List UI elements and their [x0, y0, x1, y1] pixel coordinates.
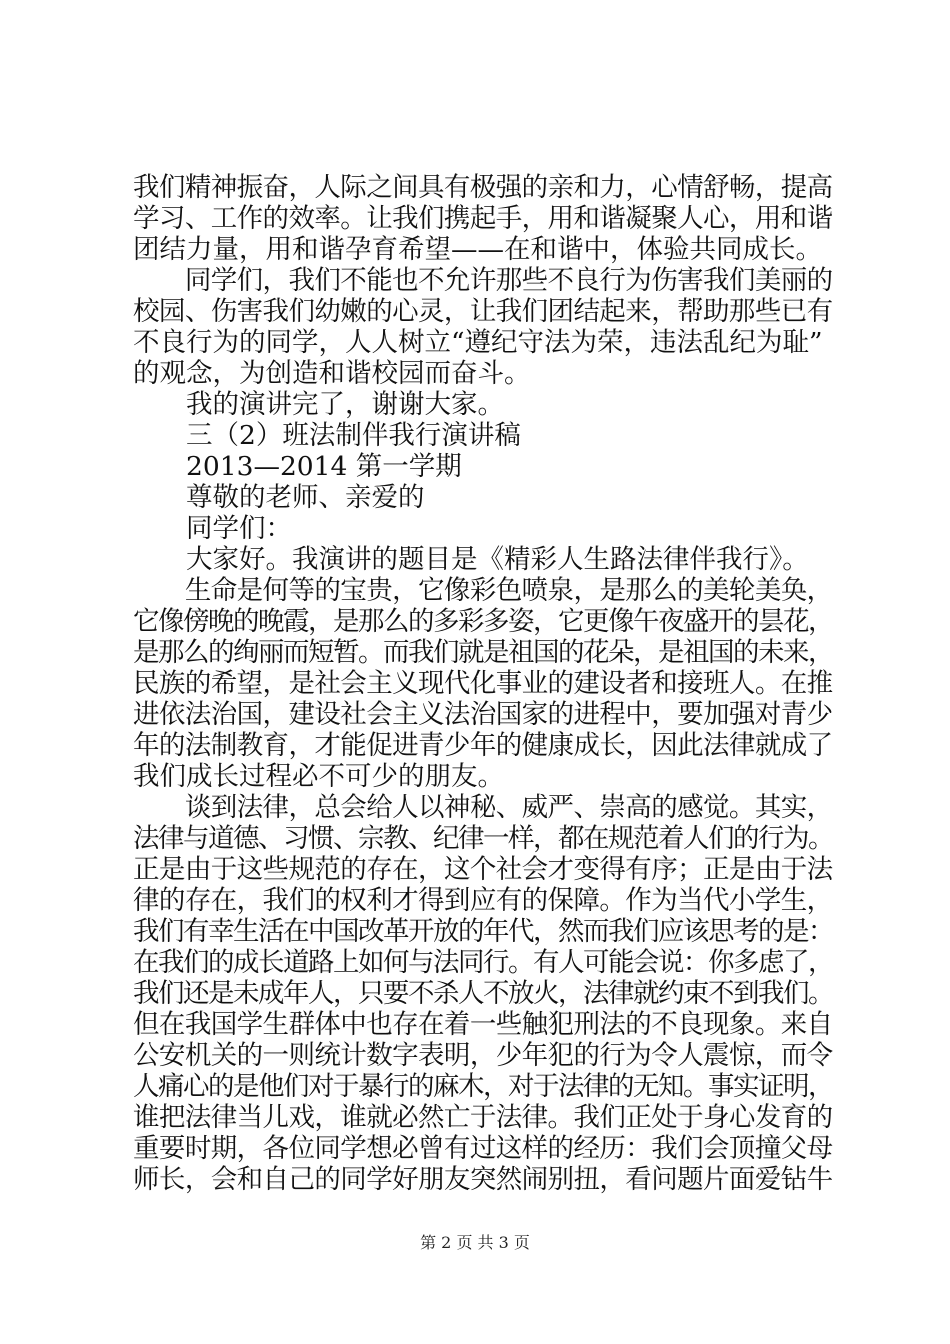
- text-line: 尊敬的老师、亲爱的: [133, 482, 425, 513]
- text-line: 大家好。我演讲的题目是《精彩人生路法律伴我行》。: [133, 544, 809, 575]
- text-line: 同学们：: [133, 513, 292, 544]
- page-footer: 第 2 页 共 3 页: [420, 1233, 530, 1252]
- text-line: 的观念，为创造和谐校园而奋斗。: [133, 358, 531, 389]
- text-line: 师长，会和自己的同学好朋友突然闹别扭，看问题片面爱钻牛: [133, 1164, 833, 1195]
- text-line: 人痛心的是他们对于暴行的麻木，对于法律的无知。事实证明，: [133, 1071, 833, 1102]
- text-line: 公安机关的一则统计数字表明，少年犯的行为令人震惊，而令: [133, 1040, 833, 1071]
- text-line: 我们成长过程必不可少的朋友。: [133, 761, 504, 792]
- body-text: [133, 172, 833, 1195]
- text-line: 三（2）班法制伴我行演讲稿: [133, 420, 521, 451]
- text-line: 校园、伤害我们幼嫩的心灵，让我们团结起来，帮助那些已有: [133, 296, 833, 327]
- text-line: 我们还是未成年人，只要不杀人不放火，法律就约束不到我们。: [133, 978, 833, 1009]
- text-line: 进依法治国，建设社会主义法治国家的进程中，要加强对青少: [133, 699, 833, 730]
- text-line: 年的法制教育，才能促进青少年的健康成长，因此法律就成了: [133, 730, 833, 761]
- text-line: 我的演讲完了，谢谢大家。: [133, 389, 504, 420]
- text-line: 谁把法律当儿戏，谁就必然亡于法律。我们正处于身心发育的: [133, 1102, 833, 1133]
- text-line: 律的存在，我们的权利才得到应有的保障。作为当代小学生，: [133, 885, 833, 916]
- text-line: 在我们的成长道路上如何与法同行。有人可能会说：你多虑了，: [133, 947, 833, 978]
- text-line: 2013—2014 第一学期: [133, 451, 462, 482]
- text-line: 法律与道德、习惯、宗教、纪律一样，都在规范着人们的行为。: [133, 823, 833, 854]
- text-line: 民族的希望，是社会主义现代化事业的建设者和接班人。在推: [133, 668, 833, 699]
- text-line: 学习、工作的效率。让我们携起手，用和谐凝聚人心，用和谐: [133, 203, 833, 234]
- text-line: 同学们，我们不能也不允许那些不良行为伤害我们美丽的: [133, 265, 833, 296]
- text-line: 谈到法律，总会给人以神秘、威严、崇高的感觉。其实，: [133, 792, 833, 823]
- text-line: 生命是何等的宝贵，它像彩色喷泉，是那么的美轮美奂，: [133, 575, 833, 606]
- text-line: 不良行为的同学，人人树立“遵纪守法为荣，违法乱纪为耻”: [133, 327, 823, 358]
- text-line: 团结力量，用和谐孕育希望——在和谐中，体验共同成长。: [133, 234, 822, 265]
- text-line: 我们精神振奋，人际之间具有极强的亲和力，心情舒畅，提高: [133, 172, 833, 203]
- text-line: 我们有幸生活在中国改革开放的年代，然而我们应该思考的是：: [133, 916, 833, 947]
- text-line: 正是由于这些规范的存在，这个社会才变得有序；正是由于法: [133, 854, 833, 885]
- text-line: 但在我国学生群体中也存在着一些触犯刑法的不良现象。来自: [133, 1009, 833, 1040]
- text-line: 重要时期，各位同学想必曾有过这样的经历：我们会顶撞父母: [133, 1133, 833, 1164]
- text-line: 是那么的绚丽而短暂。而我们就是祖国的花朵，是祖国的未来，: [133, 637, 833, 668]
- text-line: 它像傍晚的晚霞，是那么的多彩多姿，它更像午夜盛开的昙花，: [133, 606, 833, 637]
